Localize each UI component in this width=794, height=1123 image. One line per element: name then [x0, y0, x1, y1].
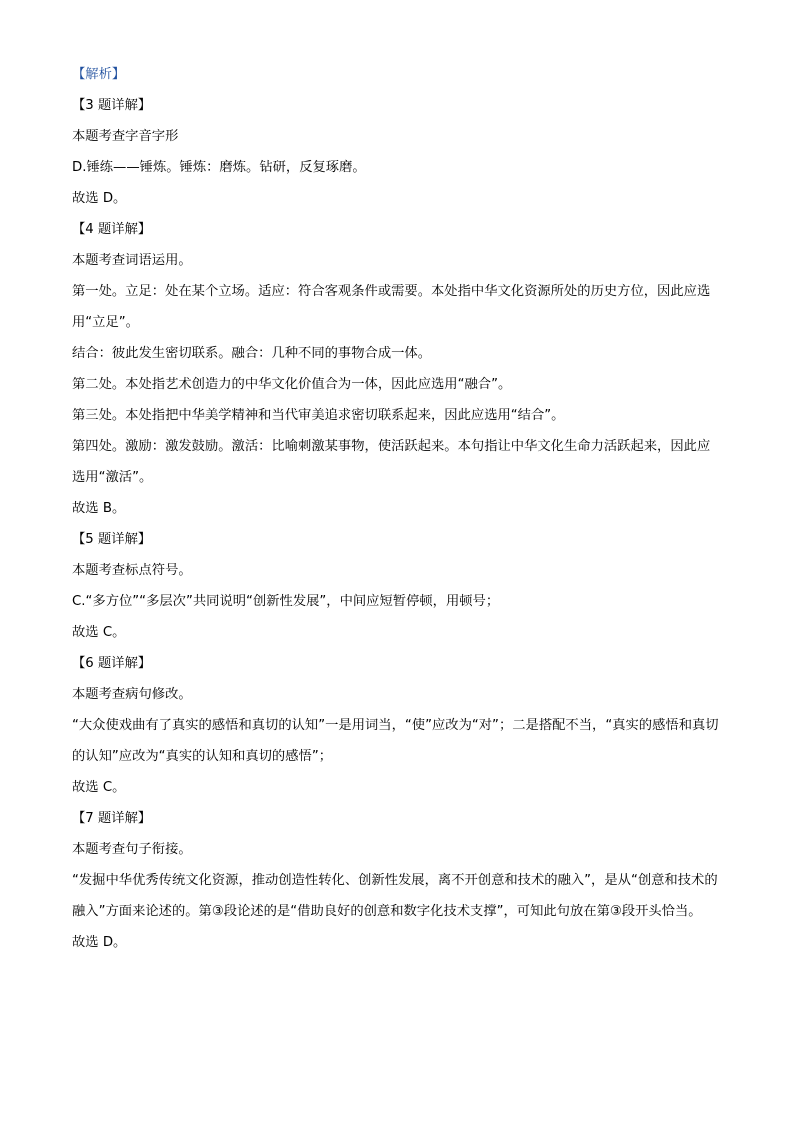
document-body [72, 64, 722, 963]
question-3-heading: 【3 题详解】 [72, 98, 152, 113]
question-3-topic: 本题考查字音字形 [72, 129, 179, 144]
question-4-answer: 故选 B。 [72, 501, 126, 516]
question-4-point-2: 第二处。本处指艺术创造力的中华文化价值合为一体，因此应选用“融合”。 [72, 377, 512, 392]
question-4-heading: 【4 题详解】 [72, 222, 152, 237]
question-7-heading: 【7 题详解】 [72, 811, 152, 826]
question-3-answer: 故选 D。 [72, 191, 127, 206]
question-6-explanation: “大众使戏曲有了真实的感悟和真切的认知”一是用词当，“使”应改为“对”；二是搭配不当，“真实的感悟和真切的认知”应改为“真实的认知和真切的感悟”； [72, 718, 719, 764]
question-5-topic: 本题考查标点符号。 [72, 563, 192, 578]
question-7-topic: 本题考查句子衔接。 [72, 842, 192, 857]
question-4-point-3: 第三处。本处指把中华美学精神和当代审美追求密切联系起来，因此应选用“结合”。 [72, 408, 565, 423]
question-5-explanation: C.“多方位”“多层次”共同说明“创新性发展”，中间应短暂停顿，用顿号； [72, 594, 500, 609]
question-6-topic: 本题考查病句修改。 [72, 687, 192, 702]
question-6-heading: 【6 题详解】 [72, 656, 152, 671]
question-7-explanation: “发掘中华优秀传统文化资源，推动创造性转化、创新性发展，离不开创意和技术的融入”，是从“创意和技术的融入”方面来论述的。第③段论述的是“借助良好的创意和数字化技术支撑”，可知此句放在第③段开头恰当。 [72, 873, 718, 919]
question-7-answer: 故选 D。 [72, 935, 127, 950]
question-6-answer: 故选 C。 [72, 780, 126, 795]
analysis-heading: 【解析】 [72, 67, 126, 82]
question-4-point-4: 第四处。激励：激发鼓励。激活：比喻刺激某事物，使活跃起来。本句指让中华文化生命力活跃起来，因此应选用“激活”。 [72, 439, 711, 485]
question-4-topic: 本题考查词语运用。 [72, 253, 192, 268]
question-4-point-1: 第一处。立足：处在某个立场。适应：符合客观条件或需要。本处指中华文化资源所处的历史方位，因此应选用“立足”。 [72, 284, 711, 330]
question-3-explanation: D.锤练——锤炼。锤炼：磨炼。钻研，反复琢磨。 [72, 160, 366, 175]
question-5-heading: 【5 题详解】 [72, 532, 152, 547]
question-4-definitions: 结合：彼此发生密切联系。融合：几种不同的事物合成一体。 [72, 346, 432, 361]
question-5-answer: 故选 C。 [72, 625, 126, 640]
